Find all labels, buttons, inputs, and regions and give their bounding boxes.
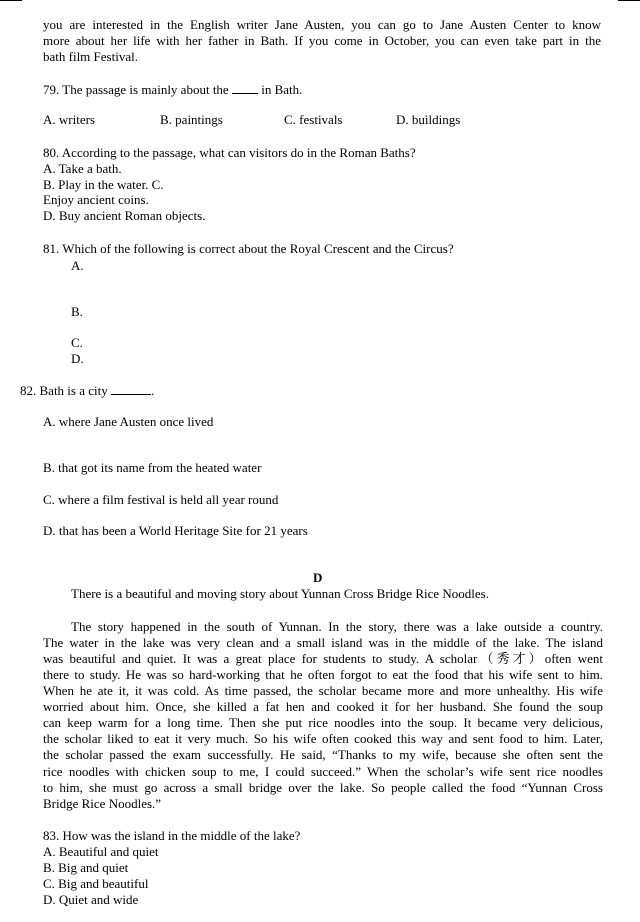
q79-option-a: A. writers [43,112,95,127]
q82-answer-blank [111,382,151,395]
intro-line-1: you are interested in the English writer Jane Austen, you can go to Jane Austen Center to know [43,17,601,32]
q81-number: 81. [43,241,60,256]
q81-stem [43,241,454,257]
q82-stem-after: . [151,383,155,398]
story-line-12: Bridge Rice Noodles.” [43,796,162,811]
q79-answer-blank [232,81,258,94]
q79-stem [43,81,302,98]
q81-option-b: B. [71,304,83,319]
q83-option-c: C. Big and beautiful [43,876,149,891]
q79-stem-after: in Bath. [261,82,303,97]
section-d-intro: There is a beautiful and moving story about Yunnan Cross Bridge Rice Noodles. [71,586,489,601]
story-line-3: was beautiful and quiet. It was a great place for students to study. A scholar（秀才）often went [43,651,603,666]
q79-option-d: D. buildings [396,112,461,127]
story-line-7: can keep warm for a long time. Then she put rice noodles into the soup. It became very delicious, [43,715,603,730]
story-line-2: The water in the lake was very clean and a small island was in the middle of the lake. The island [43,635,603,650]
q82-option-b: B. that got its name from the heated water [43,460,262,475]
intro-line-3: bath film Festival. [43,49,138,64]
q81-option-d: D. [71,351,84,366]
intro-line-2: more about her life with her father in Bath. If you come in October, you can even take part in the [43,33,601,48]
q82-stem-before: 82. Bath is a city [20,383,108,398]
q80-option-a: A. Take a bath. [43,161,122,176]
q79-stem-before: 79. The passage is mainly about the [43,82,229,97]
story-line-4: there to study. He was so hard-working that he often forgot to eat the food that his wife sent to him. [43,667,603,682]
q82-option-d: D. that has been a World Heritage Site for 21 years [43,523,308,538]
q81-option-a: A. [71,258,84,273]
story-line-1: The story happened in the south of Yunnan. In the story, there was a lake outside a country. [71,619,603,634]
q82-option-c: C. where a film festival is held all year round [43,492,279,507]
q79-option-c: C. festivals [284,112,343,127]
story-line-10: rice noodles with chicken soup to me, I could succeed.” When the scholar’s wife sent rice noodles [43,764,603,779]
q83-option-a: A. Beautiful and quiet [43,844,159,859]
q83-stem: 83. How was the island in the middle of the lake? [43,828,301,843]
q83-option-d: D. Quiet and wide [43,892,139,907]
q79-option-b: B. paintings [160,112,223,127]
story-line-5: When he ate it, it was cold. As time passed, the scholar became more and more unhealthy. His wife [43,683,603,698]
q83-option-b: B. Big and quiet [43,860,129,875]
q81-option-c: C. [71,335,83,350]
story-line-11: to him, she must go across a small bridge over the lake. So people called the food “Yunnan Cross [43,780,603,795]
story-line-6: worried about him. Once, she killed a fat hen and cooked it for her husband. She found the soup [43,699,603,714]
q80-option-b: B. Play in the water. C. [43,177,164,192]
story-line-8: the scholar liked to eat it very much. So his wife often cooked this way and sent food to him. Later, [43,731,603,746]
top-rule [0,0,640,1]
q80-option-c: Enjoy ancient coins. [43,192,149,207]
q80-option-d: D. Buy ancient Roman objects. [43,208,206,223]
q82-option-a: A. where Jane Austen once lived [43,414,214,429]
section-d-heading: D [313,570,323,585]
story-line-9: the scholar passed the exam successfully. He said, “Thanks to my wife, because she often sent the [43,747,603,762]
q82-stem [20,382,154,399]
q80-stem: 80. According to the passage, what can visitors do in the Roman Baths? [43,145,416,160]
q81-stem-text: Which of the following is correct about the Royal Crescent and the Circus? [62,241,454,256]
